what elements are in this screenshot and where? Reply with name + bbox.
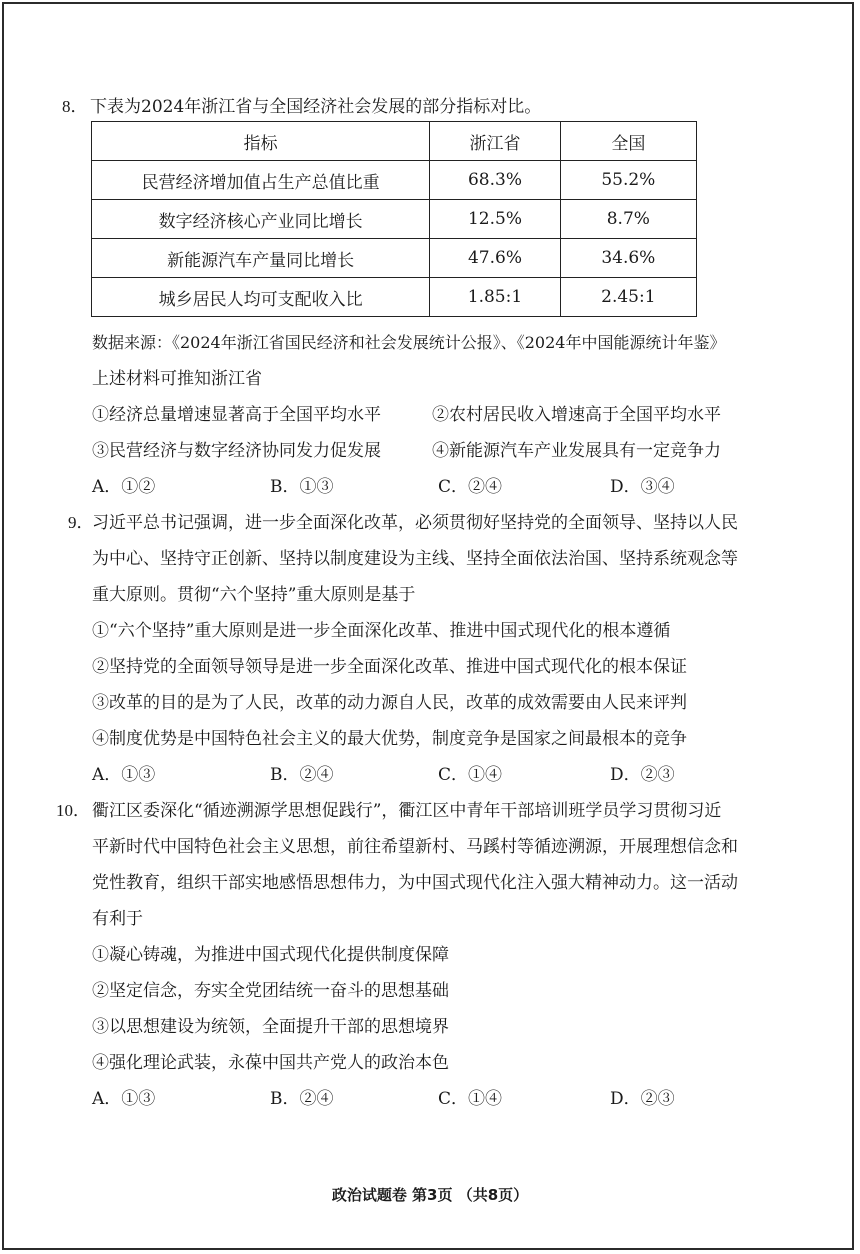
table-cell: 新能源汽车产量同比增长 xyxy=(92,239,430,278)
table-cell: 68.3% xyxy=(430,161,560,200)
q10-option-b[interactable]: B．②④ xyxy=(270,1089,334,1109)
table-cell: 47.6% xyxy=(430,239,560,278)
q10-option-d[interactable]: D．②③ xyxy=(610,1089,675,1109)
q8-number: 8． xyxy=(62,97,88,116)
q9-item-3: ③改革的目的是为了人民，改革的动力源自人民，改革的成效需要由人民来评判 xyxy=(92,693,687,713)
q8-item-1: ①经济总量增速显著高于全国平均水平 xyxy=(92,405,381,425)
page-footer: 政治试题卷 第3页 （共8页） xyxy=(331,1186,529,1204)
table-cell: 2.45:1 xyxy=(560,278,696,317)
table-header: 指标 xyxy=(92,122,430,161)
q9-option-a[interactable]: A．①③ xyxy=(92,765,156,785)
table-row xyxy=(92,161,697,200)
table-header-row xyxy=(92,122,697,161)
q10-stem-line: 衢江区委深化“循迹溯源学思想促践行”，衢江区中青年干部培训班学员学习贯彻习近 xyxy=(92,801,722,821)
table-cell: 城乡居民人均可支配收入比 xyxy=(92,278,430,317)
table-cell: 民营经济增加值占生产总值比重 xyxy=(92,161,430,200)
table-cell: 12.5% xyxy=(430,200,560,239)
q9-stem-line: 习近平总书记强调，进一步全面深化改革，必须贯彻好坚持党的全面领导、坚持以人民 xyxy=(92,513,738,533)
table-row xyxy=(92,239,697,278)
q10-option-c[interactable]: C．①④ xyxy=(438,1089,503,1109)
q10-item-3: ③以思想建设为统领，全面提升干部的思想境界 xyxy=(92,1017,449,1037)
q9-stem-line: 为中心、坚持守正创新、坚持以制度建设为主线、坚持全面依法治国、坚持系统观念等 xyxy=(92,549,738,569)
table-header: 全国 xyxy=(560,122,696,161)
q8-option-b[interactable]: B．①③ xyxy=(270,477,334,497)
q8-option-c[interactable]: C．②④ xyxy=(438,477,503,497)
q9-stem-line: 重大原则。贯彻“六个坚持”重大原则是基于 xyxy=(92,585,416,605)
q10-stem-line: 有利于 xyxy=(92,909,143,929)
table-header: 浙江省 xyxy=(430,122,560,161)
table-cell: 34.6% xyxy=(560,239,696,278)
q9-option-d[interactable]: D．②③ xyxy=(610,765,675,785)
q8-item-4: ④新能源汽车产业发展具有一定竞争力 xyxy=(432,441,721,461)
q10-option-a[interactable]: A．①③ xyxy=(92,1089,156,1109)
q10-stem-line: 党性教育，组织干部实地感悟思想伟力，为中国式现代化注入强大精神动力。这一活动 xyxy=(92,873,738,893)
q9-option-b[interactable]: B．②④ xyxy=(270,765,334,785)
table-cell: 数字经济核心产业同比增长 xyxy=(92,200,430,239)
q8-item-2: ②农村居民收入增速高于全国平均水平 xyxy=(432,405,721,425)
q9-option-c[interactable]: C．①④ xyxy=(438,765,503,785)
q8-option-d[interactable]: D．③④ xyxy=(610,477,675,497)
table-row xyxy=(92,200,697,239)
q8-stem: 下表为2024年浙江省与全国经济社会发展的部分指标对比。 xyxy=(90,97,542,117)
q9-item-1: ①“六个坚持”重大原则是进一步全面深化改革、推进中国式现代化的根本遵循 xyxy=(92,621,671,641)
q9-number: 9． xyxy=(68,513,94,532)
q10-item-4: ④强化理论武装，永葆中国共产党人的政治本色 xyxy=(92,1053,449,1073)
table-cell: 55.2% xyxy=(560,161,696,200)
table-cell: 8.7% xyxy=(560,200,696,239)
q9-item-2: ②坚持党的全面领导领导是进一步全面深化改革、推进中国式现代化的根本保证 xyxy=(92,657,687,677)
table-row xyxy=(92,278,697,317)
q8-lead: 上述材料可推知浙江省 xyxy=(92,369,262,389)
indicator-table xyxy=(91,121,697,317)
data-source: 数据来源：《2024年浙江省国民经济和社会发展统计公报》、《2024年中国能源统计年鉴》 xyxy=(92,333,726,352)
q10-item-1: ①凝心铸魂，为推进中国式现代化提供制度保障 xyxy=(92,945,449,965)
q8-item-3: ③民营经济与数字经济协同发力促发展 xyxy=(92,441,381,461)
table-cell: 1.85:1 xyxy=(430,278,560,317)
q10-stem-line: 平新时代中国特色社会主义思想，前往希望新村、马蹊村等循迹溯源，开展理想信念和 xyxy=(92,837,738,857)
q8-option-a[interactable]: A．①② xyxy=(92,477,156,497)
q10-item-2: ②坚定信念，夯实全党团结统一奋斗的思想基础 xyxy=(92,981,449,1001)
q10-number: 10． xyxy=(56,801,90,820)
q9-item-4: ④制度优势是中国特色社会主义的最大优势，制度竞争是国家之间最根本的竞争 xyxy=(92,729,687,749)
